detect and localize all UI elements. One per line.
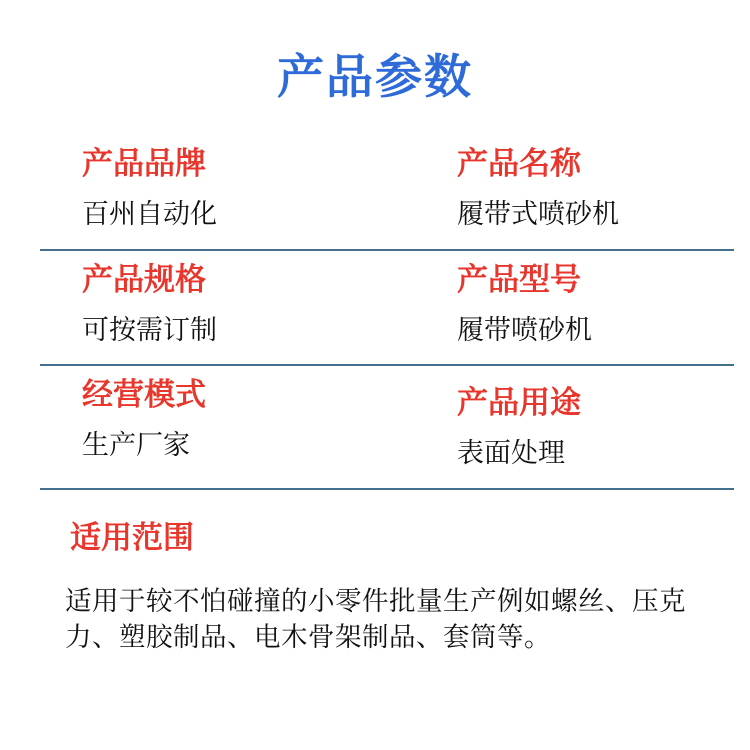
scope-text: 适用于较不怕碰撞的小零件批量生产例如螺丝、压克力、塑胶制品、电木骨架制品、套筒等。	[65, 585, 686, 653]
param-product-model	[387, 261, 734, 347]
param-label: 产品规格	[82, 261, 206, 297]
param-label: 产品品牌	[82, 146, 206, 181]
param-product-spec	[40, 261, 387, 347]
param-label: 产品名称	[457, 146, 581, 181]
parameter-row	[40, 135, 734, 251]
param-value: 履带喷砂机	[457, 314, 592, 345]
applicable-scope-section	[40, 512, 710, 656]
param-value: 生产厂家	[82, 430, 190, 461]
param-value: 百州自动化	[82, 199, 217, 230]
page-title: 产品参数	[277, 50, 473, 103]
parameter-grid	[40, 135, 734, 490]
param-product-name	[387, 145, 734, 231]
param-product-use	[387, 376, 734, 470]
param-value: 可按需订制	[82, 314, 217, 345]
param-business-model	[40, 376, 387, 470]
scope-label: 适用范围	[70, 519, 194, 555]
param-label: 经营模式	[82, 377, 206, 413]
parameter-row	[40, 251, 734, 367]
param-label: 产品型号	[457, 261, 581, 297]
param-value: 履带式喷砂机	[457, 199, 619, 230]
param-product-brand	[40, 145, 387, 231]
param-label: 产品用途	[457, 385, 581, 421]
param-value: 表面处理	[457, 438, 565, 469]
parameter-row	[40, 366, 734, 490]
product-parameters-page	[0, 40, 750, 750]
